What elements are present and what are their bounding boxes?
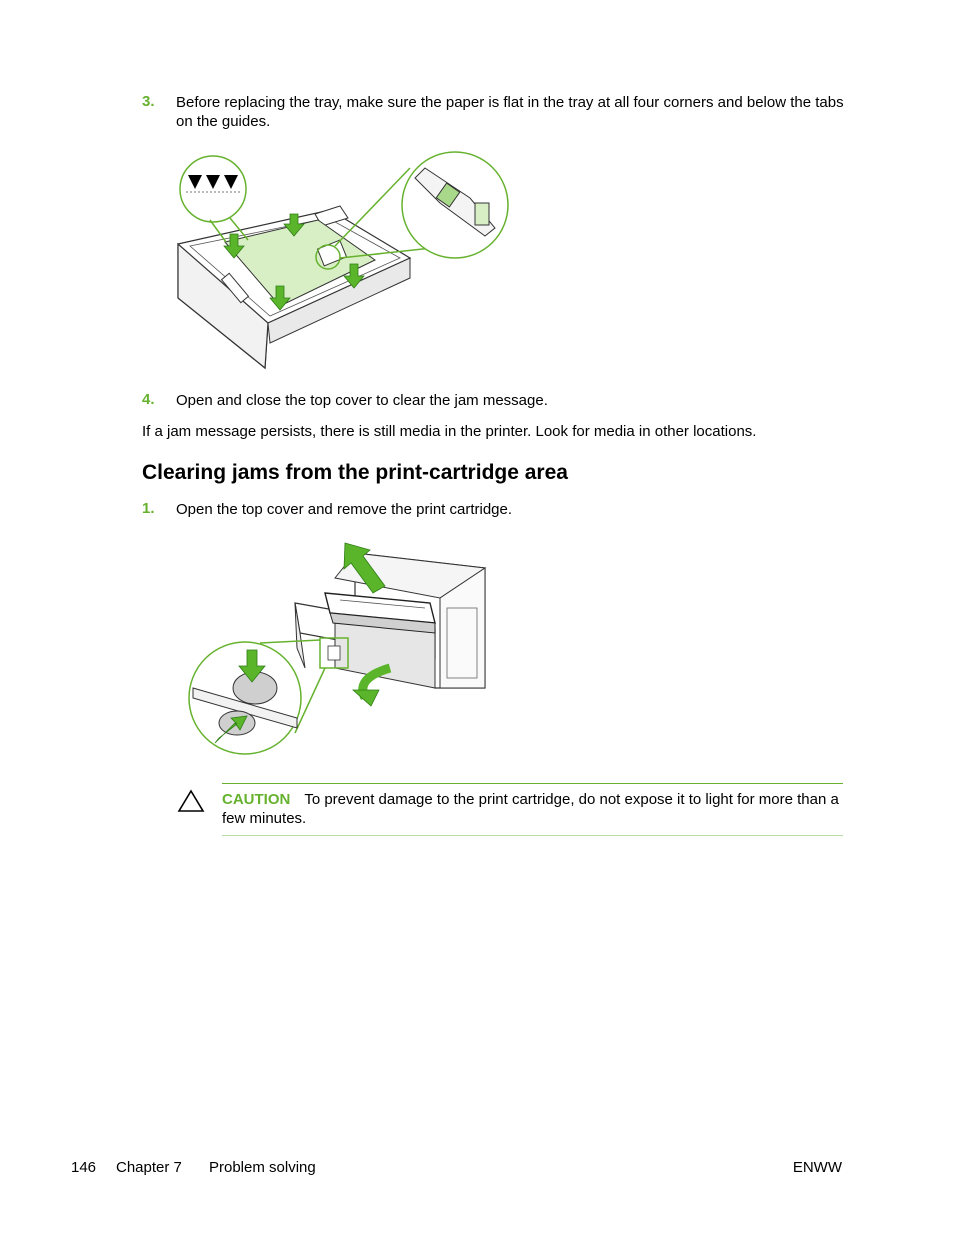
footer-chapter-title: Problem solving [209,1159,316,1176]
caution-text-block [222,790,843,828]
printer-cartridge-illustration [185,538,515,760]
step-text-3: Before replacing the tray, make sure the paper is flat in the tray at all four corners and below the tabs on the guides. [176,94,844,130]
step-number-4: 4. [142,391,155,408]
footer-doc-code: ENWW [792,1159,842,1176]
step-number-3: 3. [142,93,155,110]
caution-message: To prevent damage to the print cartridge, do not expose it to light for more than a few minutes. [222,791,839,827]
section-heading: Clearing jams from the print-cartridge area [142,461,568,484]
caution-label: CAUTION [222,791,291,808]
step-number-1: 1. [142,500,155,517]
paper-tray-illustration [170,148,515,373]
jam-persists-paragraph: If a jam message persists, there is still media in the printer. Look for media in other locations. [142,423,757,440]
caution-triangle-icon [177,789,205,813]
footer-page-number: 146 [71,1159,97,1176]
step-text-1: Open the top cover and remove the print cartridge. [176,501,513,518]
caution-box [222,783,843,836]
step-text-4: Open and close the top cover to clear the jam message. [176,392,548,409]
footer-chapter: Chapter 7 [116,1159,182,1176]
